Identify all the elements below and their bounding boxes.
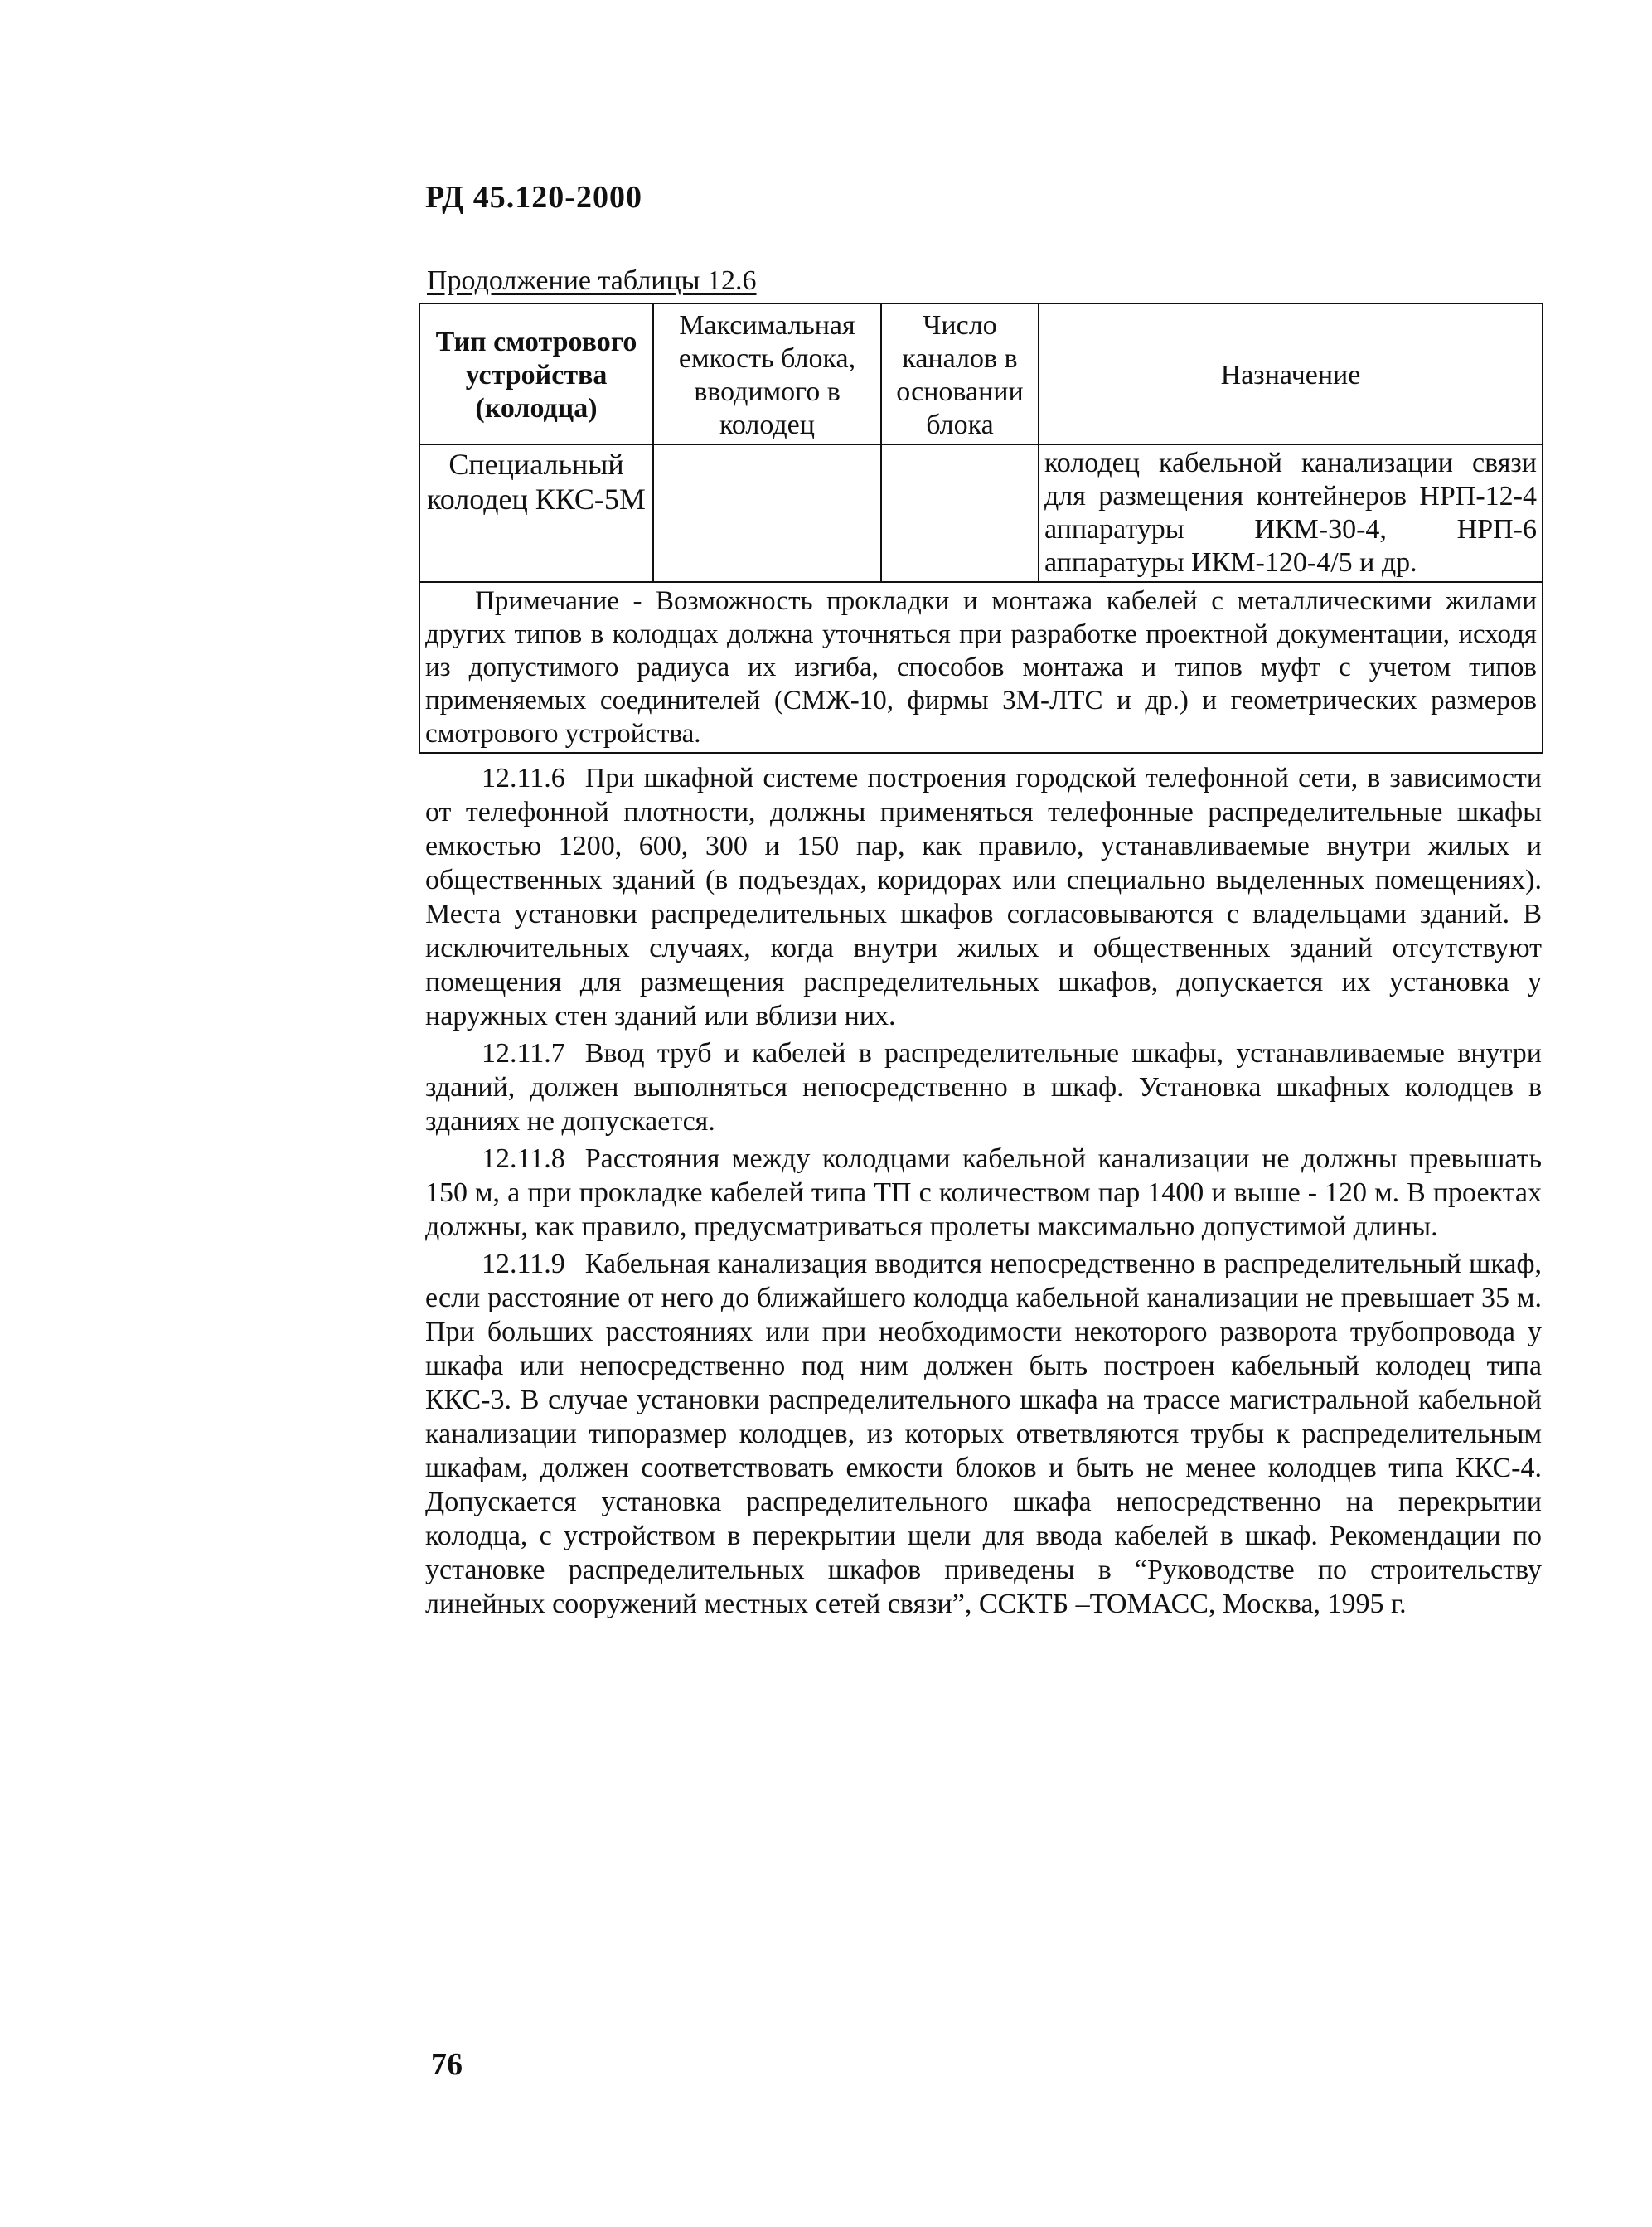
paragraph-12-11-9	[425, 1247, 1542, 1621]
cell-type: Специальный колодец ККС-5М	[419, 444, 653, 582]
note-label: Примечание	[475, 586, 619, 616]
paragraph-number: 12.11.9	[482, 1249, 565, 1279]
paragraph-number: 12.11.7	[482, 1038, 565, 1069]
column-header-capacity: Максимальная емкость блока, вводимого в колодец	[653, 303, 881, 444]
note-text: - Возможность прокладки и монтажа кабелей с металлическими жилами других типов в колодцах должна уточняться при разработке проектной документации, исходя из допустимого радиуса их изгиба, способов монтажа и типов муфт с учетом типов применяемых соединителей (СМЖ-10, фирмы 3М-ЛТС и др.) и геометрических размеров смотрового устройства.	[425, 586, 1537, 749]
paragraph-number: 12.11.8	[482, 1143, 565, 1174]
paragraph-12-11-7	[425, 1036, 1542, 1138]
specification-table	[419, 303, 1543, 754]
paragraph-text: Расстояния между колодцами кабельной канализации не должны превышать 150 м, а при прокладке кабелей типа ТП с количеством пар 1400 и выше - 120 м. В проектах должны, как правило, предусматриваться пролеты максимально допустимой длины.	[425, 1143, 1542, 1242]
cell-purpose: колодец кабельной канализации связи для размещения контейнеров НРП-12-4 аппаратуры ИКМ-30-4, НРП-6 аппаратуры ИКМ-120-4/5 и др.	[1039, 444, 1543, 582]
cell-capacity	[653, 444, 881, 582]
cell-channels	[881, 444, 1039, 582]
table-row	[419, 444, 1543, 582]
paragraph-text: При шкафной системе построения городской телефонной сети, в зависимости от телефонной плотности, должны применяться телефонные распределительные шкафы емкостью 1200, 600, 300 и 150 пар, как правило, устанавливаемые внутри жилых и общественных зданий (в подъездах, коридорах или специально выделенных помещениях). Места установки распределительных шкафов согласовываются с владельцами зданий. В исключительных случаях, когда внутри жилых и общественных зданий отсутствуют помещения для размещения распределительных шкафов, допускается их установка у наружных стен зданий или вблизи них.	[425, 763, 1542, 1031]
page-number: 76	[431, 2047, 463, 2082]
paragraph-text: Кабельная канализация вводится непосредственно в распределительный шкаф, если расстояние от него до ближайшего колодца кабельной канализации не превышает 35 м. При больших расстояниях или при необходимости некоторого разворота трубопровода у шкафа или непосредственно под ним должен быть построен кабельный колодец типа ККС-3. В случае установки распределительного шкафа на трассе магистральной кабельной канализации типоразмер колодцев, из которых ответвляются трубы к распределительным шкафам, должен соответствовать емкости блоков и быть не менее колодцев типа ККС-4. Допускается установка распределительного шкафа непосредственно на перекрытии колодца, с устройством в перекрытии щели для ввода кабелей в шкаф. Рекомендации по установке распределительных шкафов приведены в “Руководстве по строительству линейных сооружений местных сетей связи”, ССКТБ –ТОМАСС, Москва, 1995 г.	[425, 1249, 1542, 1619]
table-note-row	[419, 582, 1543, 753]
column-header-channels: Число каналов в основании блока	[881, 303, 1039, 444]
body-text	[425, 761, 1542, 1624]
paragraph-text: Ввод труб и кабелей в распределительные шкафы, устанавливаемые внутри зданий, должен выполняться непосредственно в шкаф. Установка шкафных колодцев в зданиях не допускается.	[425, 1038, 1542, 1137]
document-code-header: РД 45.120-2000	[425, 180, 642, 215]
paragraph-number: 12.11.6	[482, 763, 565, 793]
table-header-row	[419, 303, 1543, 444]
column-header-type: Тип смотрового устройства (колодца)	[419, 303, 653, 444]
table-caption: Продолжение таблицы 12.6	[427, 265, 757, 296]
paragraph-12-11-6	[425, 761, 1542, 1033]
paragraph-12-11-8	[425, 1142, 1542, 1244]
column-header-purpose: Назначение	[1039, 303, 1543, 444]
table-note	[419, 582, 1543, 753]
